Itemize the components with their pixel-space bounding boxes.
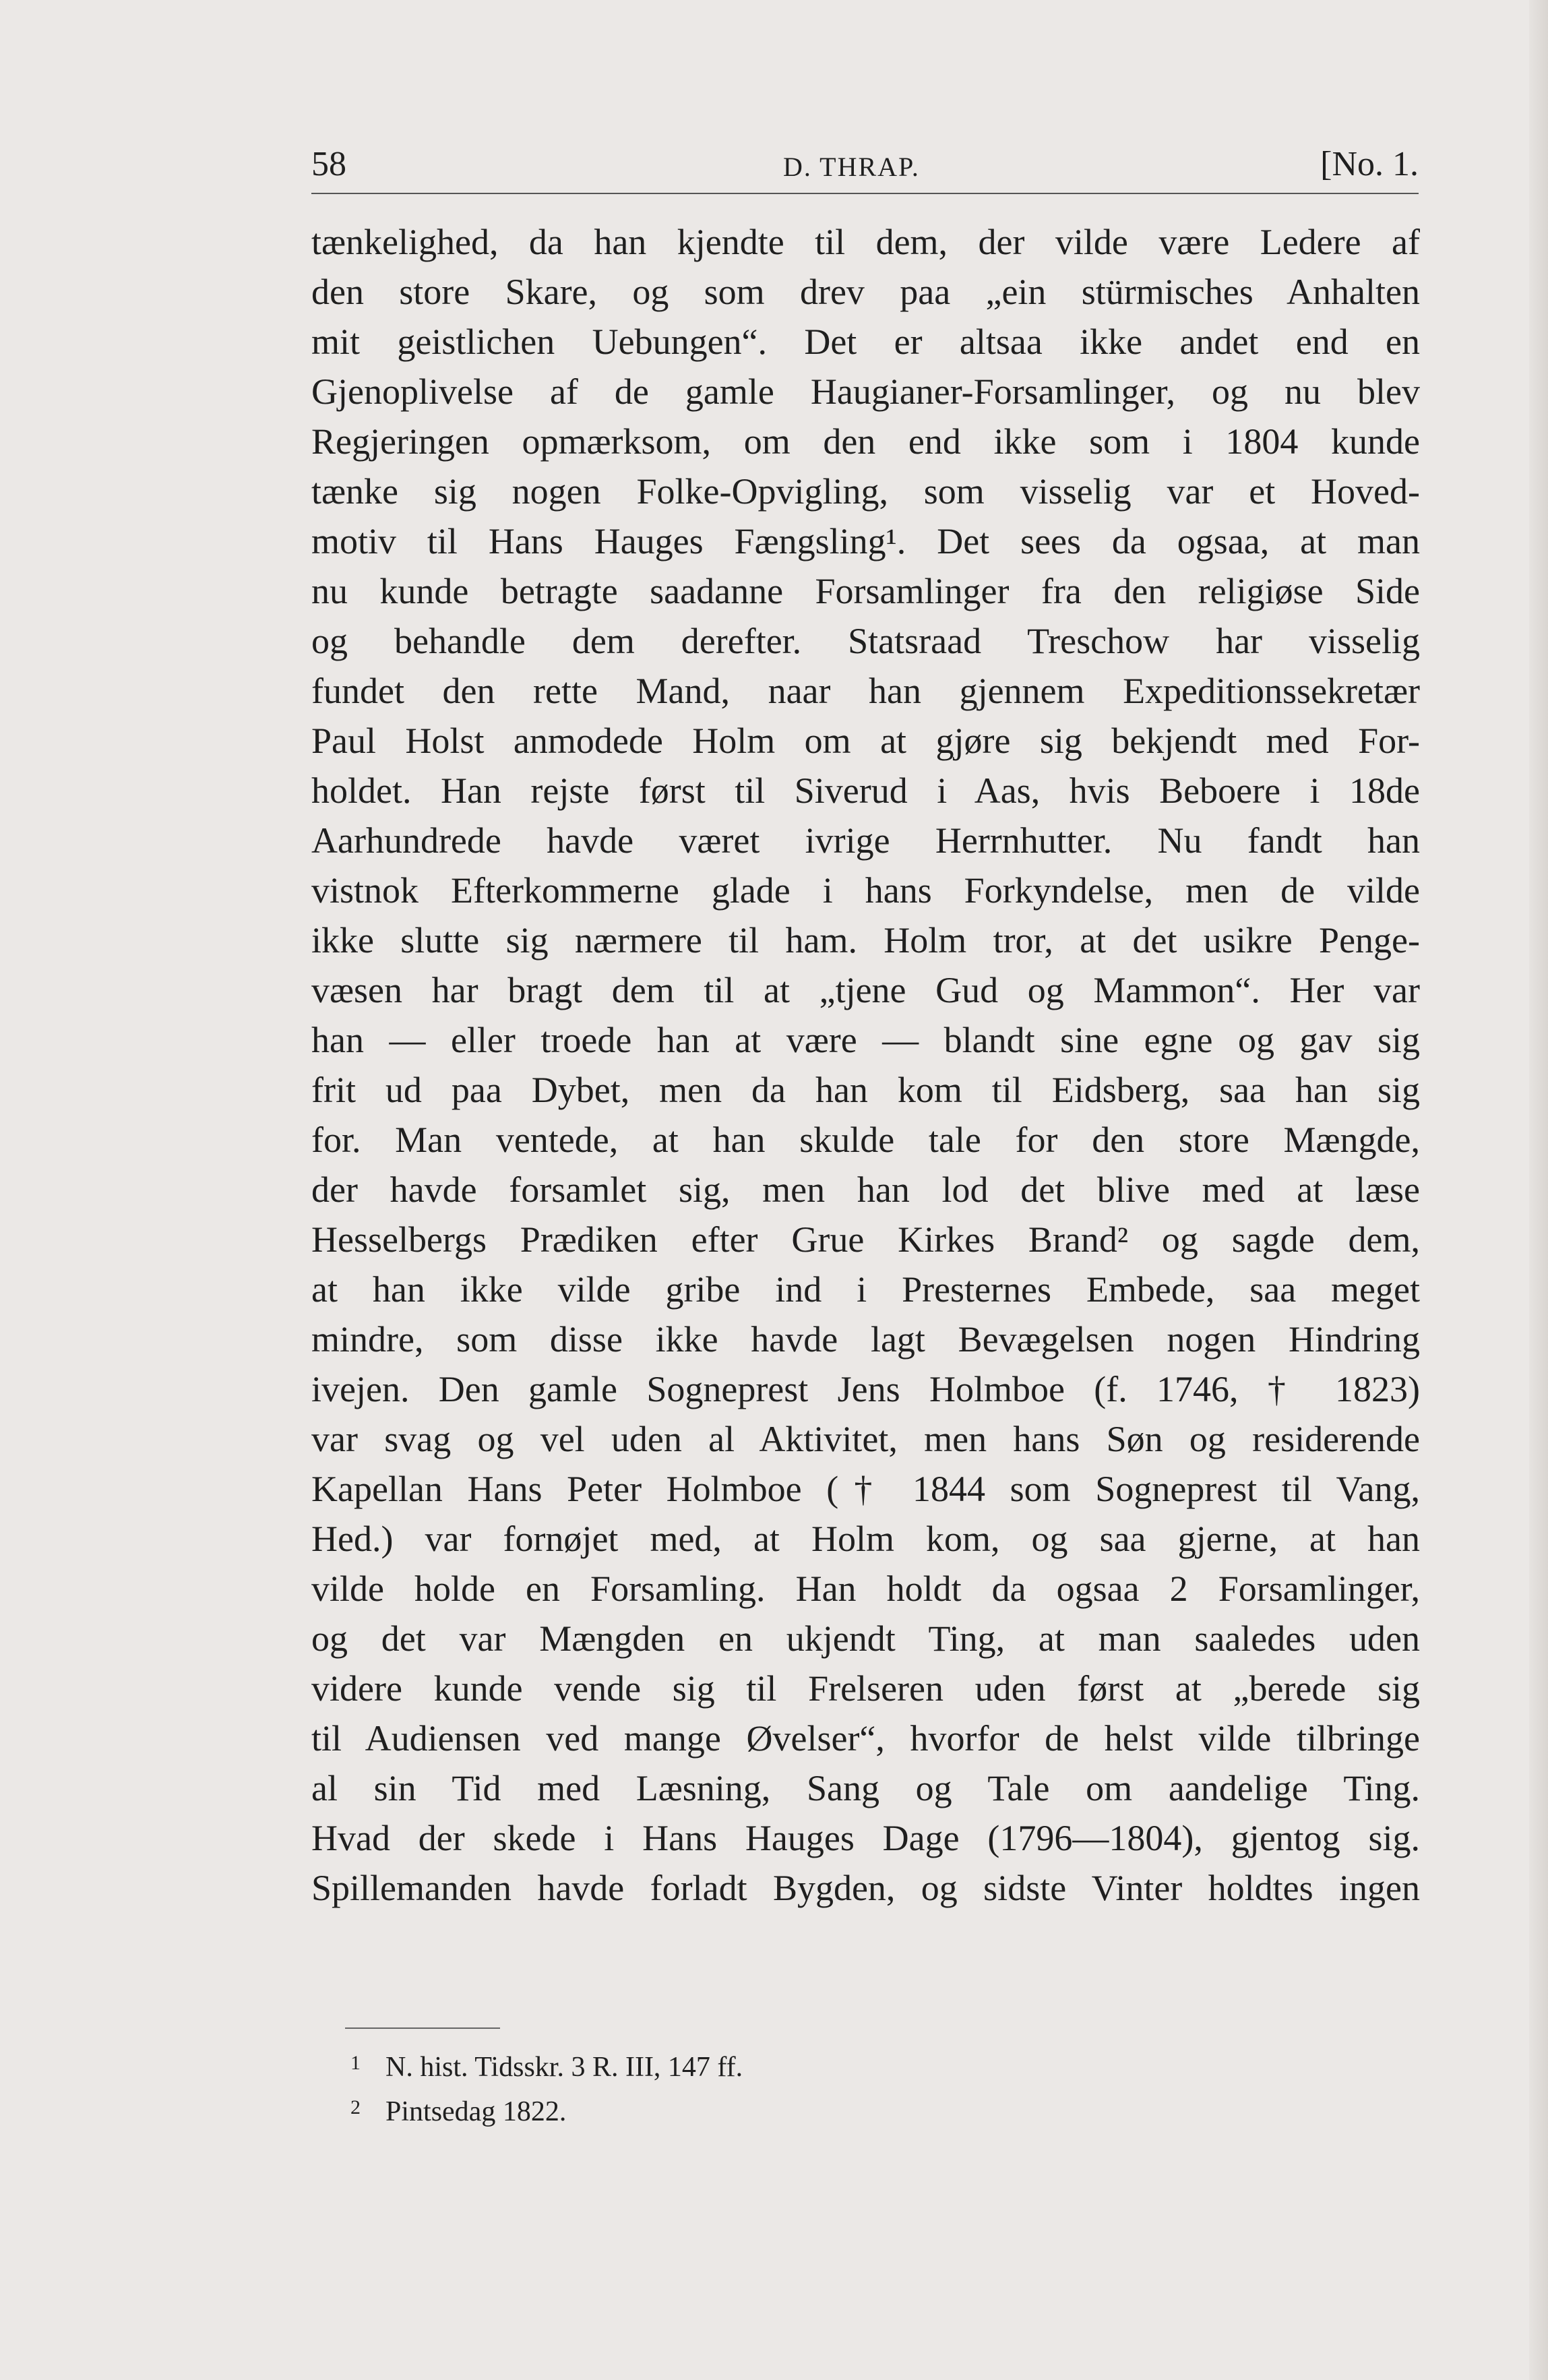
footnote-rule <box>345 2027 500 2029</box>
footnote-text: Pintsedag 1822. <box>385 2096 567 2127</box>
footnote-mark: 1 <box>350 2052 361 2074</box>
header-rule <box>311 193 1419 194</box>
text-line: Hvad der skede i Hans Hauges Dage (1796—1804), gjentog sig. <box>311 1818 1420 1858</box>
text-line: tænkelighed, da han kjendte til dem, der vilde være Ledere af <box>311 222 1420 262</box>
text-line: mit geistlichen Uebungen“. Det er altsaa ikke andet end en <box>311 322 1420 362</box>
text-line: ivejen. Den gamle Sogneprest Jens Holmboe (f. 1746, † 1823) <box>311 1369 1420 1409</box>
text-line: var svag og vel uden al Aktivitet, men hans Søn og residerende <box>311 1419 1420 1459</box>
text-line: Hesselbergs Prædiken efter Grue Kirkes Brand² og sagde dem, <box>311 1219 1420 1260</box>
text-line: fundet den rette Mand, naar han gjennem Expeditionssekretær <box>311 671 1420 711</box>
text-line: og behandle dem derefter. Statsraad Treschow har visselig <box>311 621 1420 661</box>
text-line: al sin Tid med Læsning, Sang og Tale om aandelige Ting. <box>311 1768 1420 1808</box>
text-line: holdet. Han rejste først til Siverud i Aas, hvis Beboere i 18de <box>311 770 1420 811</box>
footnotes <box>350 2041 1159 2130</box>
text-line: nu kunde betragte saadanne Forsamlinger fra den religiøse Side <box>311 571 1420 611</box>
text-line: Kapellan Hans Peter Holmboe († 1844 som Sogneprest til Vang, <box>311 1469 1420 1509</box>
footnote-text: N. hist. Tidsskr. 3 R. III, 147 ff. <box>385 2052 743 2083</box>
text-line: Spillemanden havde forladt Bygden, og sidste Vinter holdtes ingen <box>311 1868 1420 1908</box>
text-line: han — eller troede han at være — blandt sine egne og gav sig <box>311 1020 1420 1060</box>
text-line: væsen har bragt dem til at „tjene Gud og Mammon“. Her var <box>311 970 1420 1010</box>
text-line: den store Skare, og som drev paa „ein stürmisches Anhalten <box>311 272 1420 312</box>
text-line: Regjeringen opmærksom, om den end ikke som i 1804 kunde <box>311 421 1420 462</box>
footnote-mark: 2 <box>350 2096 361 2118</box>
text-line: for. Man ventede, at han skulde tale for den store Mængde, <box>311 1120 1420 1160</box>
text-line: Paul Holst anmodede Holm om at gjøre sig bekjendt med For- <box>311 721 1420 761</box>
text-line: Gjenoplivelse af de gamle Haugianer-Forsamlinger, og nu blev <box>311 371 1420 412</box>
journal-number: [No. 1. <box>1320 145 1419 183</box>
text-line: at han ikke vilde gribe ind i Presternes Embede, saa meget <box>311 1269 1420 1310</box>
text-line: der havde forsamlet sig, men han lod det blive med at læse <box>311 1169 1420 1210</box>
text-line: Aarhundrede havde været ivrige Herrnhutter. Nu fandt han <box>311 820 1420 861</box>
footnote-2 <box>350 2085 1159 2130</box>
text-line: mindre, som disse ikke havde lagt Bevægelsen nogen Hindring <box>311 1319 1420 1360</box>
page-edge-shadow <box>1529 0 1548 2380</box>
body-text <box>311 217 1420 1913</box>
text-line: vistnok Efterkommerne glade i hans Forkyndelse, men de vilde <box>311 870 1420 911</box>
running-title: D. THRAP. <box>783 152 920 182</box>
text-line: motiv til Hans Hauges Fængsling¹. Det sees da ogsaa, at man <box>311 521 1420 561</box>
text-line: vilde holde en Forsamling. Han holdt da ogsaa 2 Forsamlinger, <box>311 1568 1420 1609</box>
text-line: tænke sig nogen Folke-Opvigling, som visselig var et Hoved- <box>311 471 1420 512</box>
page-number: 58 <box>311 145 346 183</box>
text-line: ikke slutte sig nærmere til ham. Holm tror, at det usikre Penge- <box>311 920 1420 960</box>
text-line: videre kunde vende sig til Frelseren uden først at „berede sig <box>311 1668 1420 1709</box>
text-line: frit ud paa Dybet, men da han kom til Eidsberg, saa han sig <box>311 1070 1420 1110</box>
text-line: Hed.) var fornøjet med, at Holm kom, og saa gjerne, at han <box>311 1519 1420 1559</box>
text-line: til Audiensen ved mange Øvelser“, hvorfor de helst vilde tilbringe <box>311 1718 1420 1759</box>
text-line: og det var Mængden en ukjendt Ting, at man saaledes uden <box>311 1618 1420 1659</box>
page-header <box>311 135 1419 189</box>
footnote-1 <box>350 2041 1159 2085</box>
